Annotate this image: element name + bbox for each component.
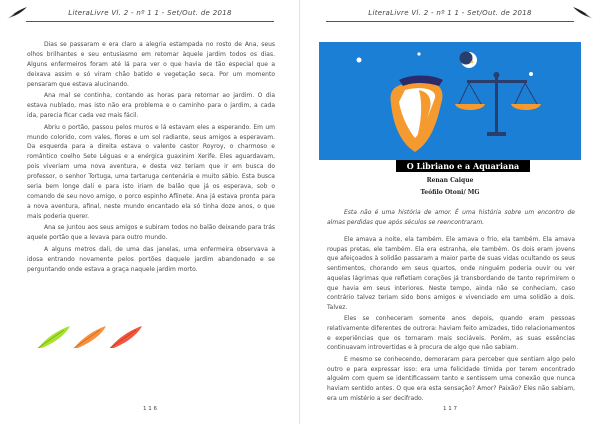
author-name: Renan Caique	[426, 177, 474, 184]
feather-orange-icon	[74, 326, 106, 348]
header-title: LiteraLivre Vl. 2 - nº 1 1 - Set/Out. de 2018	[368, 9, 532, 17]
star-icon	[357, 58, 362, 63]
paragraph: Ana mal se continha, contando as horas para retornar ao jardim. O dia estava nublado, mas isto não era problema e o caminho para o jardim, a cada ida, parecia ficar cada vez mais fácil.	[27, 92, 275, 120]
paragraph: Ele amava a noite, ela também. Ele amava o frio, ela também. Ela amava roupas pretas, ele também. Ela era estranha, ele também. Os dois eram jovens que afeiçoados à solidão passaram a maior parte de suas vidas ocultando os seus sentimentos, chorando em seus quartos, onde ninguém poderia ouvir ou ver aquelas lágrimas que refletiam corações já transbordando de tanto reprimirem o que havia em seus interiores. Neste tempo, ainda não se conheciam, caso contrário talvez teriam sido bons amigos e vivenciado em uma solidão a dois. Talvez.	[327, 236, 575, 311]
paragraph: Ana se juntou aos seus amigos e subiram todos no balão deixando para trás aquele portão que a levava para outro mundo.	[27, 224, 275, 242]
right-body-text	[327, 235, 575, 405]
zodiac-illustration	[319, 42, 581, 160]
feathers-ornament	[36, 324, 146, 350]
paragraph: Eles se conheceram somente anos depois, quando eram pessoas relativamente diferentes de outrora: haviam feito amizades, tido relacionamentos e experiências que os tornaram mais sociáveis. Porém, as suas essências continuavam introvertidas e à procura de algo que não sabiam.	[327, 315, 575, 352]
header-rule	[26, 21, 274, 22]
feather-green-icon	[38, 326, 70, 348]
quill-pen-icon	[572, 6, 594, 20]
story-title: O Libriano e a Aquariana	[396, 160, 530, 172]
feather-red-icon	[110, 326, 142, 348]
header-rule	[326, 21, 574, 22]
paragraph: A alguns metros dali, de uma das janelas, uma enfermeira observava a idosa entrando novamente pelos portões daquele jardim abandonado e se perguntando onde estava a graça naquele jardim morto.	[27, 245, 275, 273]
header-title: LiteraLivre Vl. 2 - nº 1 1 - Set/Out. de 2018	[68, 9, 232, 17]
story-illustration	[319, 42, 581, 160]
page-number: 1 1 6	[143, 406, 157, 412]
right-page	[300, 0, 600, 424]
left-body-text	[27, 40, 275, 276]
paragraph: Abriu o portão, passou pelos muros e lá estavam eles a esperando. Em um mundo colorido, com vales, flores e um sol radiante, seus amigos a esperavam. Da esquerda para a direita estava o valente castor Royroy, o charmoso e romântico coelho Sete Léguas e a enérgica guaxinim Xerife. Eles aguardavam, pois viveriam uma nova aventura, e desta vez teriam que ir em busca do professor, o senhor Tortuga, uma tartaruga centenária e muito sábio. Esta busca seria bem longe dali e para isto iriam de balão que já os esperava, sob o comando de seu novo amigo, o porco espinho Aflinete. Ana já estava pronta para a nova aventura, afinal, neste mundo encantado ela só tinha doze anos, o que mais poderia querer.	[27, 123, 275, 220]
paragraph: E mesmo se conhecendo, demoraram para perceber que sentiam algo pelo outro e para expressar isso: era uma felicidade tímida por terem encontrado alguém com quem se identificassem tanto e sentissem uma conexão que nunca haviam sentido antes. O que era esta sensação? Amor? Paixão? Eles não sabiam, era um mistério a ser decifrado.	[327, 355, 575, 402]
star-icon	[529, 72, 533, 76]
star-icon	[417, 52, 420, 55]
page-number: 1 1 7	[443, 406, 457, 412]
paragraph: Dias se passaram e era claro a alegria estampada no rosto de Ana, seus olhos brilhantes e seu entusiasmo em retomar àquele jardim todos os dias. Alguns enfermeiros foram até lá para ver o que havia de tão especial que a deixava assim e só viram chão batido e vegetação seca. Por um momento pensaram que estava alucinando.	[27, 41, 275, 88]
story-intro: Esta não é uma história de amor. É uma história sobre um encontro de almas perdidas que após séculos se reencontraram.	[327, 209, 575, 226]
author-location: Teófilo Otoni/ MG	[420, 189, 480, 196]
